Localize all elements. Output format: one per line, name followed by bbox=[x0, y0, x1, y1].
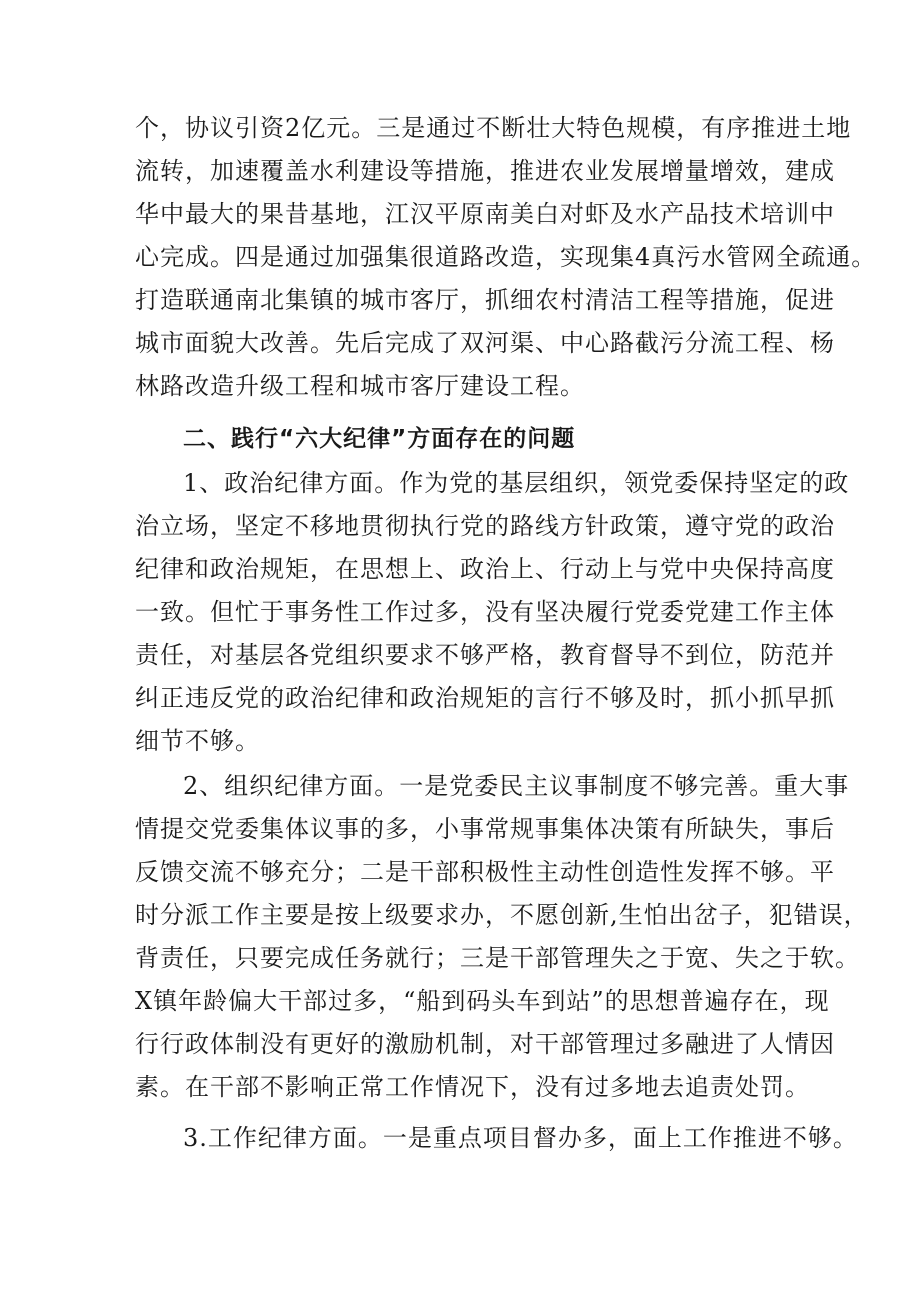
paragraph-political-discipline bbox=[135, 462, 850, 763]
text-line: 细节不够。 bbox=[135, 727, 260, 755]
text-line: 行行政体制没有更好的激励机制，对干部管理过多融进了人情因 bbox=[135, 1030, 835, 1058]
text-line: 反馈交流不够充分；二是干部积极性主动性创造性发挥不够。平 bbox=[135, 858, 835, 886]
paragraph-intro bbox=[135, 107, 877, 408]
text-line: 治立场，坚定不移地贯彻执行党的路线方针政策，遵守党的政治 bbox=[135, 512, 835, 540]
text-line: 时分派工作主要是按上级要求办，不愿创新,生怕出岔子，犯错误， bbox=[135, 901, 869, 929]
text-line: 情提交党委集体议事的多，小事常规事集体决策有所缺失，事后 bbox=[135, 815, 835, 843]
paragraph-work-discipline bbox=[135, 1117, 858, 1160]
text-line: 打造联通南北集镇的城市客厅，抓细农村清洁工程等措施，促进 bbox=[135, 286, 835, 314]
section-heading-block bbox=[135, 418, 795, 461]
text-line: 纪律和政治规矩，在思想上、政治上、行动上与党中央保持高度 bbox=[135, 555, 835, 583]
text-line: 个，协议引资2亿元。三是通过不断壮大特色规模，有序推进土地 bbox=[135, 114, 852, 142]
text-line: 纠正违反党的政治纪律和政治规矩的言行不够及时，抓小抓早抓 bbox=[135, 684, 835, 712]
text-line: 素。在干部不影响正常工作情况下，没有过多地去追责处罚。 bbox=[135, 1073, 810, 1101]
paragraph-organizational-discipline bbox=[135, 765, 869, 1109]
text-line: 流转，加速覆盖水利建设等措施，推进农业发展增量增效，建成 bbox=[135, 157, 835, 185]
text-line: 背责任，只要完成任务就行；三是干部管理失之于宽、失之于软。 bbox=[135, 944, 860, 972]
text-line: 1、政治纪律方面。作为党的基层组织，领党委保持坚定的政 bbox=[183, 469, 850, 497]
text-line: 华中最大的果昔基地，江汉平原南美白对虾及水产品技术培训中 bbox=[135, 200, 835, 228]
text-line: 3.工作纪律方面。一是重点项目督办多，面上工作推进不够。 bbox=[183, 1124, 858, 1152]
text-line: 责任，对基层各党组织要求不够严格，教育督导不到位，防范并 bbox=[135, 641, 835, 669]
text-line: 心完成。四是通过加强集很道路改造，实现集4真污水管网全疏通。 bbox=[135, 243, 877, 271]
section-heading: 二、践行“六大纪律”方面存在的问题 bbox=[183, 426, 576, 452]
text-line: 一致。但忙于事务性工作过多，没有坚决履行党委党建工作主体 bbox=[135, 598, 835, 626]
text-line: X镇年龄偏大干部过多，“船到码头车到站”的思想普遍存在，现 bbox=[135, 987, 830, 1015]
text-line: 城市面貌大改善。先后完成了双河渠、中心路截污分流工程、杨 bbox=[135, 329, 835, 357]
text-line: 林路改造升级工程和城市客厅建设工程。 bbox=[135, 372, 585, 400]
text-line: 2、组织纪律方面。一是党委民主议事制度不够完善。重大事 bbox=[183, 772, 850, 800]
